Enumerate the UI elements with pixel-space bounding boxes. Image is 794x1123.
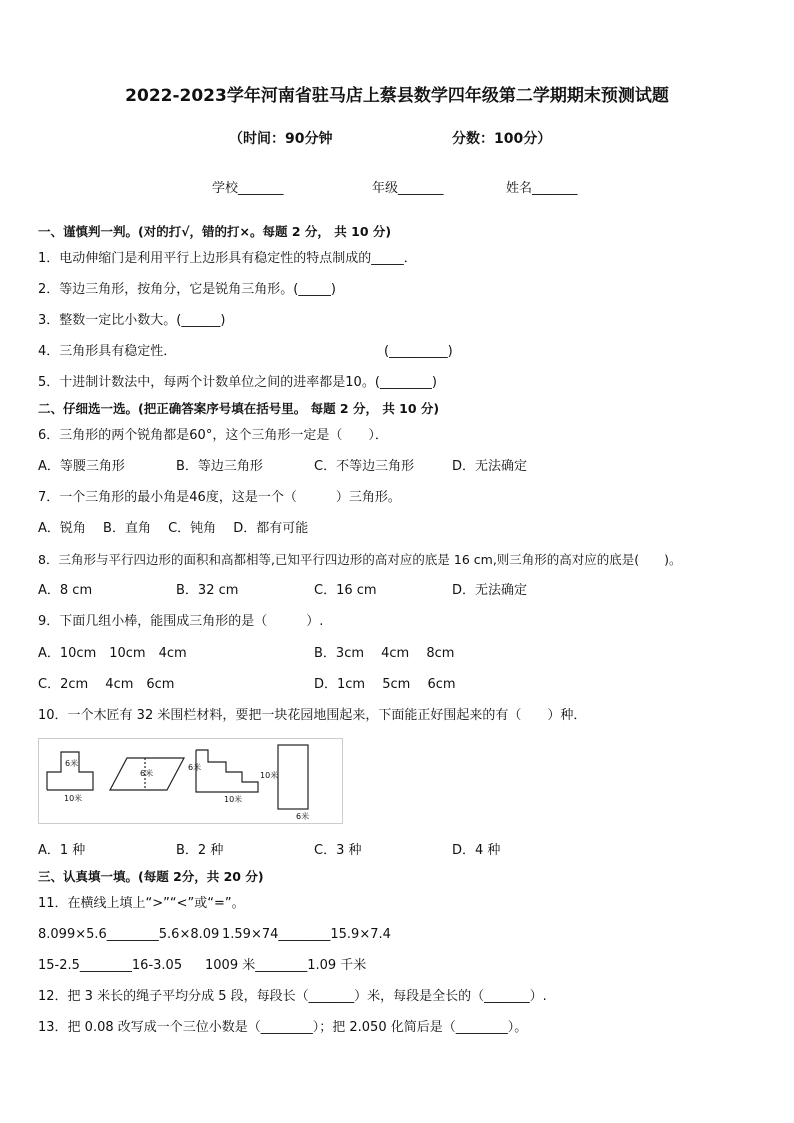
grade-field[interactable]: 年级_______ [372, 181, 444, 196]
question-9-option-d: D．1cm 5cm 6cm [314, 677, 456, 692]
shape-d-width-label: 6米 [296, 812, 310, 821]
shape-c-height-label: 6米 [188, 763, 202, 772]
name-field[interactable]: 姓名_______ [506, 181, 578, 196]
exam-score: 分数：100分） [452, 131, 552, 147]
question-10-option-c: C．3 种 [314, 843, 362, 858]
question-4: 4．三角形具有稳定性． [38, 344, 177, 359]
page-title: 2022-2023学年河南省驻马店上蔡县数学四年级第二学期期末预测试题 [125, 86, 669, 106]
question-11-row2-right: 1009 米________1.09 千米 [205, 958, 367, 973]
question-8-option-d: D．无法确定 [452, 583, 528, 598]
question-11-row1-right: 1.59×74________15.9×7.4 [222, 927, 391, 942]
question-6-option-d: D．无法确定 [452, 459, 528, 474]
question-6: 6．三角形的两个锐角都是60°，这个三角形一定是（ ）． [38, 428, 388, 443]
question-6-option-a: A．等腰三角形 [38, 459, 125, 474]
question-6-option-c: C．不等边三角形 [314, 459, 415, 474]
question-10: 10．一个木匠有 32 米围栏材料，要把一块花园地围起来，下面能正好围起来的有（ ）种． [38, 708, 587, 723]
question-11-row1-left: 8.099×5.6________5.6×8.09 [38, 927, 220, 942]
shape-a-height-label: 6米 [65, 759, 79, 768]
question-2: 2．等边三角形，按角分，它是锐角三角形。(_____) [38, 282, 336, 297]
shape-c-width-label: 10米 [224, 795, 243, 804]
question-6-option-b: B．等边三角形 [176, 459, 263, 474]
section-3-heading: 三、认真填一填。(每题 2分，共 20 分) [38, 869, 264, 884]
question-5: 5．十进制计数法中，每两个计数单位之间的进率都是10。(________) [38, 375, 437, 390]
question-8-option-c: C．16 cm [314, 583, 377, 598]
question-7: 7．一个三角形的最小角是46度，这是一个（ ）三角形。 [38, 490, 401, 505]
question-8-option-a: A．8 cm [38, 583, 93, 598]
section-1-heading: 一、谨慎判一判。(对的打√，错的打×。每题 2 分， 共 10 分) [38, 224, 392, 239]
school-field[interactable]: 学校_______ [212, 181, 284, 196]
question-10-option-d: D．4 种 [452, 843, 501, 858]
question-9: 9．下面几组小棒，能围成三角形的是（ ）. [38, 614, 324, 629]
question-12: 12．把 3 米长的绳子平均分成 5 段，每段长（_______）米，每段是全长的（_______）. [38, 989, 547, 1004]
question-3: 3．整数一定比小数大。(______) [38, 313, 226, 328]
shape-a-width-label: 10米 [64, 794, 83, 803]
question-10-option-b: B．2 种 [176, 843, 224, 858]
question-11-row2-left: 15-2.5________16-3.05 [38, 958, 183, 973]
question-9-option-a: A．10cm 10cm 4cm [38, 646, 187, 661]
question-8-option-b: B．32 cm [176, 583, 239, 598]
question-7-options: A．锐角 B．直角 C．钝角 D．都有可能 [38, 521, 309, 536]
shape-d-height-label: 10米 [260, 771, 279, 780]
question-10-option-a: A．1 种 [38, 843, 86, 858]
shape-b-height-label: 6米 [140, 769, 154, 778]
question-11: 11．在横线上填上“>”“<”或“=”。 [38, 896, 245, 911]
question-9-option-b: B．3cm 4cm 8cm [314, 646, 455, 661]
question-13: 13．把 0.08 改写成一个三位小数是（________）；把 2.050 化简后是（________）。 [38, 1020, 528, 1035]
garden-shapes-figure [38, 738, 343, 824]
section-2-heading: 二、仔细选一选。(把正确答案序号填在括号里。 每题 2 分， 共 10 分) [38, 401, 440, 416]
question-9-option-c: C．2cm 4cm 6cm [38, 677, 175, 692]
exam-time: （时间：90分钟 [229, 131, 333, 147]
question-1: 1．电动伸缩门是利用平行上边形具有稳定性的特点制成的_____． [38, 251, 417, 266]
question-8: 8．三角形与平行四边形的面积和高都相等,已知平行四边形的高对应的底是 16 cm,则三角形的高对应的底是( )。 [38, 552, 682, 567]
question-4-blank: (_________) [384, 344, 453, 359]
